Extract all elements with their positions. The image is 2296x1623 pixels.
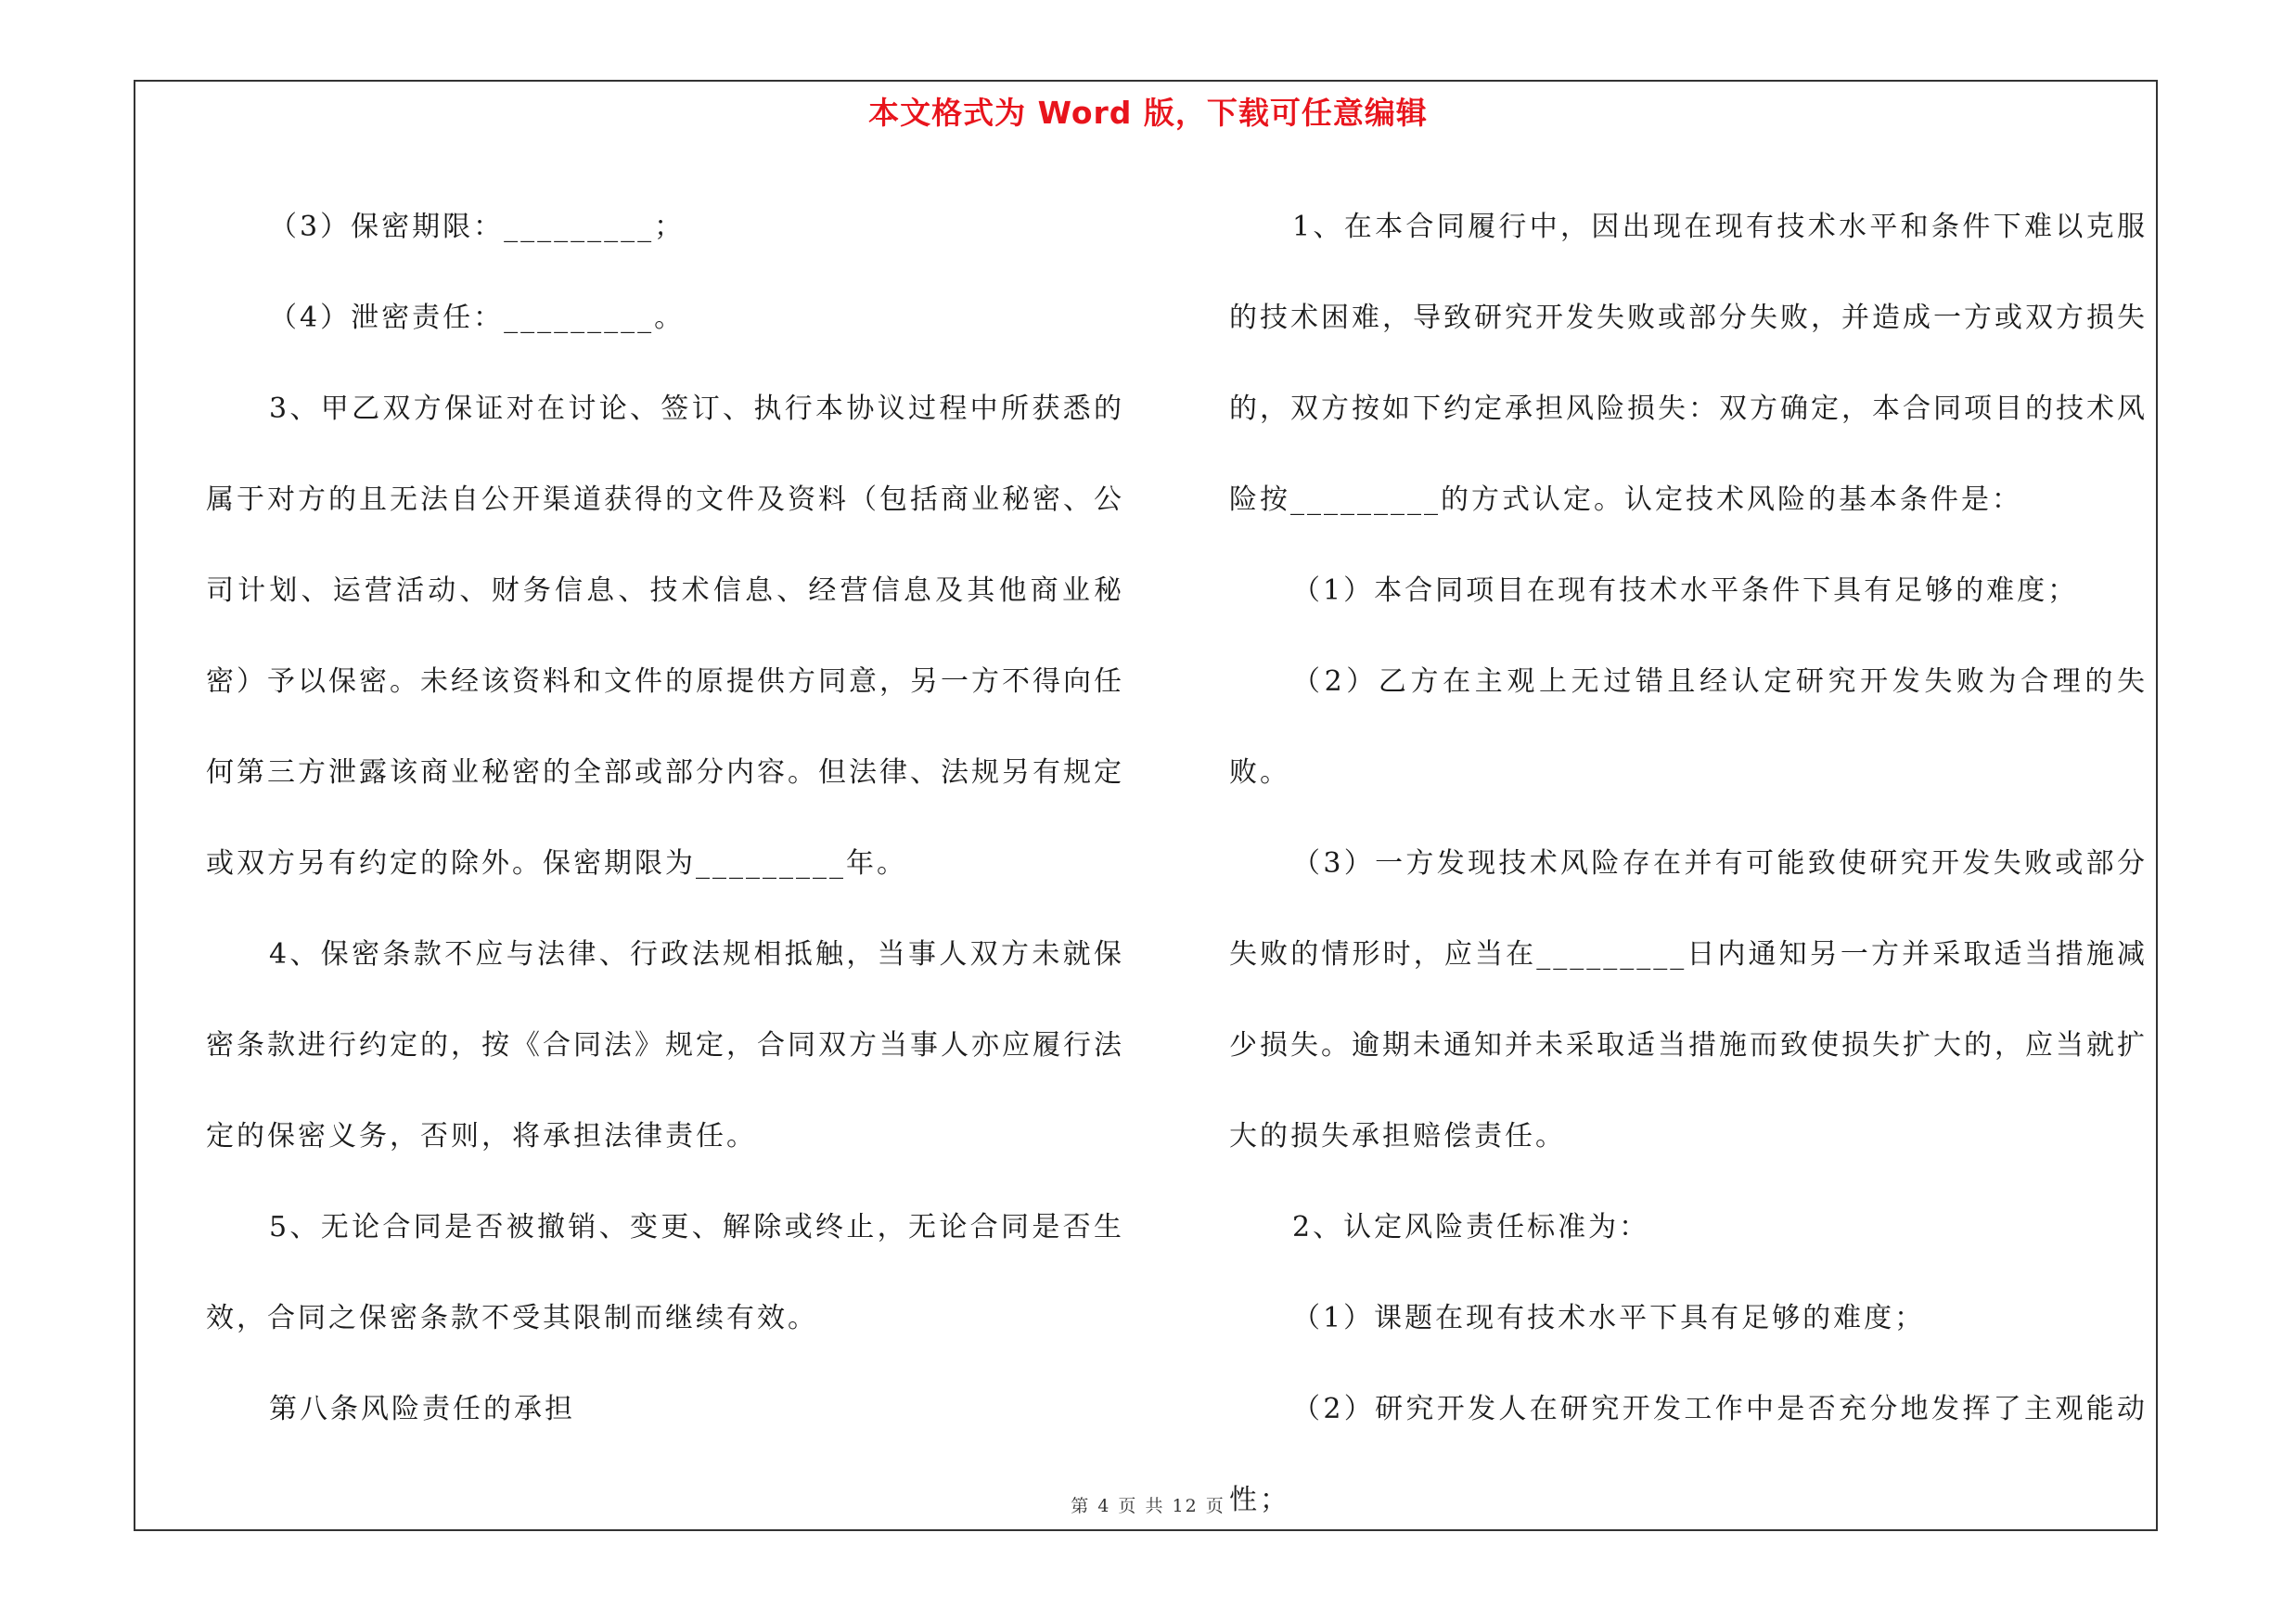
paragraph: （4）泄密责任：_________。	[269, 302, 686, 334]
section-heading: 第八条风险责任的承担	[269, 1393, 575, 1425]
paragraph: 5、无论合同是否被撤销、变更、解除或终止，无论合同是否生效，合同之保密条款不受其限制而继续有效。	[206, 1211, 1124, 1334]
paragraph: （2）研究开发人在研究开发工作中是否充分地发挥了主观能动性；	[1229, 1393, 2148, 1516]
paragraph: 4、保密条款不应与法律、行政法规相抵触，当事人双方未就保密条款进行约定的，按《合同法》规定，合同双方当事人亦应履行法定的保密义务，否则，将承担法律责任。	[206, 938, 1124, 1153]
document-banner: 本文格式为 Word 版，下载可任意编辑	[868, 95, 1428, 131]
right-column	[1229, 182, 2148, 1546]
paragraph: （3）保密期限：_________；	[269, 211, 686, 243]
paragraph: 3、甲乙双方保证对在讨论、签订、执行本协议过程中所获悉的属于对方的且无法自公开渠道获得的文件及资料（包括商业秘密、公司计划、运营活动、财务信息、技术信息、经营信息及其他商业秘密）予以保密。未经该资料和文件的原提供方同意，另一方不得向任何第三方泄露该商业秘密的全部或部分内容。但法律、法规另有规定或双方另有约定的除外。保密期限为_________年。	[206, 393, 1124, 880]
page-number: 第 4 页 共 12 页	[1071, 1496, 1225, 1516]
paragraph: （3）一方发现技术风险存在并有可能致使研究开发失败或部分失败的情形时，应当在_________日内通知另一方并采取适当措施减少损失。逾期未通知并未采取适当措施而致使损失扩大的，应当就扩大的损失承担赔偿责任。	[1229, 847, 2148, 1153]
paragraph: （1）课题在现有技术水平下具有足够的难度；	[1292, 1302, 1926, 1334]
paragraph: 2、认定风险责任标准为：	[1292, 1211, 1650, 1243]
paragraph: （1）本合同项目在现有技术水平条件下具有足够的难度；	[1292, 574, 2079, 607]
left-column	[206, 182, 1124, 1455]
paragraph: 1、在本合同履行中，因出现在现有技术水平和条件下难以克服的技术困难，导致研究开发失败或部分失败，并造成一方或双方损失的，双方按如下约定承担风险损失：双方确定，本合同项目的技术风险按_________的方式认定。认定技术风险的基本条件是：	[1229, 211, 2148, 516]
paragraph: （2）乙方在主观上无过错且经认定研究开发失败为合理的失败。	[1229, 665, 2148, 789]
